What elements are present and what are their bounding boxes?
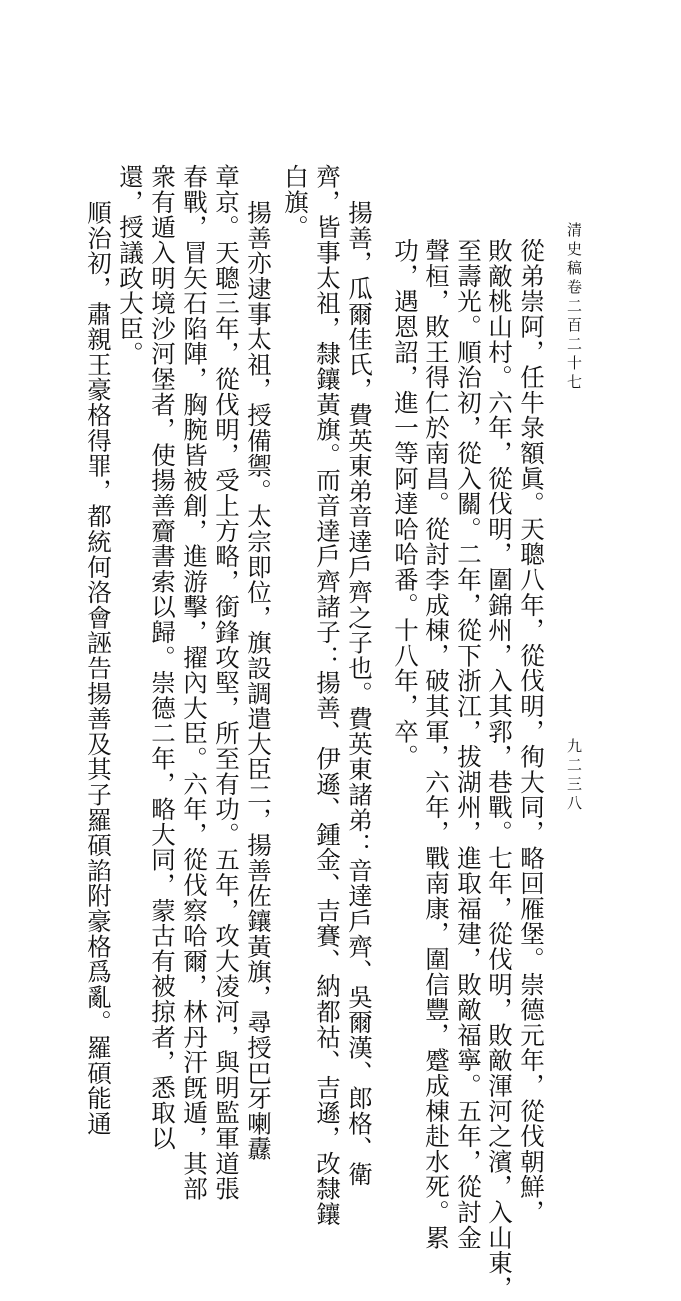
text-column: 衆有遁入明境沙河堡者，使揚善齎書索以歸。崇德二年，略大同，蒙古有被掠者，悉取以 xyxy=(148,164,177,1151)
text-column: 春戰，冒矢石陷陣，胸腕皆被創，進游擊，擢內大臣。六年，從伐察哈爾，林丹汗旣遁，其部 xyxy=(180,164,209,1202)
text-column: 揚善，瓜爾佳氏，費英東弟音達戶齊之子也。費英東諸弟：音達戶齊、吳爾漢、郎格、衛 xyxy=(345,200,374,1187)
text-column: 敗敵桃山村。六年，從伐明，圍錦州，入其郛，巷戰。七年，從伐明，敗敵渾河之濱，入山東， xyxy=(485,238,514,1301)
text-column: 白旗。 xyxy=(281,164,310,240)
text-column: 從弟崇阿，任牛彔額眞。天聰八年，從伐明，徇大同，略回雁堡。崇德元年，從伐朝鮮， xyxy=(517,238,546,1225)
text-column: 齊，皆事太祖，隸鑲黃旗。而音達戶齊諸子：揚善、伊遜、鍾金、吉賽、納都祜、吉遜，改隸鑲 xyxy=(313,164,342,1227)
page-number: 九二三八 xyxy=(565,738,583,814)
text-column: 聲桓，敗王得仁於南昌。從討李成棟，破其軍，六年，戰南康，圍信豐，蹙成棟赴水死。累 xyxy=(422,238,451,1250)
text-column: 還，授議政大臣。 xyxy=(116,164,145,367)
text-column: 功，遇恩詔，進一等阿達哈哈番。十八年，卒。 xyxy=(391,238,420,770)
text-column: 揚善亦逮事太祖，授備禦。太宗即位，旗設調遣大臣二，揚善佐鑲黃旗，尋授巴牙喇纛 xyxy=(244,200,273,1162)
book-title-header: 清史稿卷二百二十七 xyxy=(565,222,583,393)
text-column: 順治初，肅親王豪格得罪，都統何洛會誣告揚善及其子羅碩諂附豪格爲亂。羅碩能通 xyxy=(84,200,113,1137)
text-column: 至壽光。順治初，從入關。二年，從下浙江，拔湖州，進取福建，敗敵福寧。五年，從討金 xyxy=(454,238,483,1250)
text-column: 章京。天聰三年，從伐明，受上方略，銜鋒攻堅，所至有功。五年，攻大凌河，與明監軍道張 xyxy=(212,164,241,1202)
